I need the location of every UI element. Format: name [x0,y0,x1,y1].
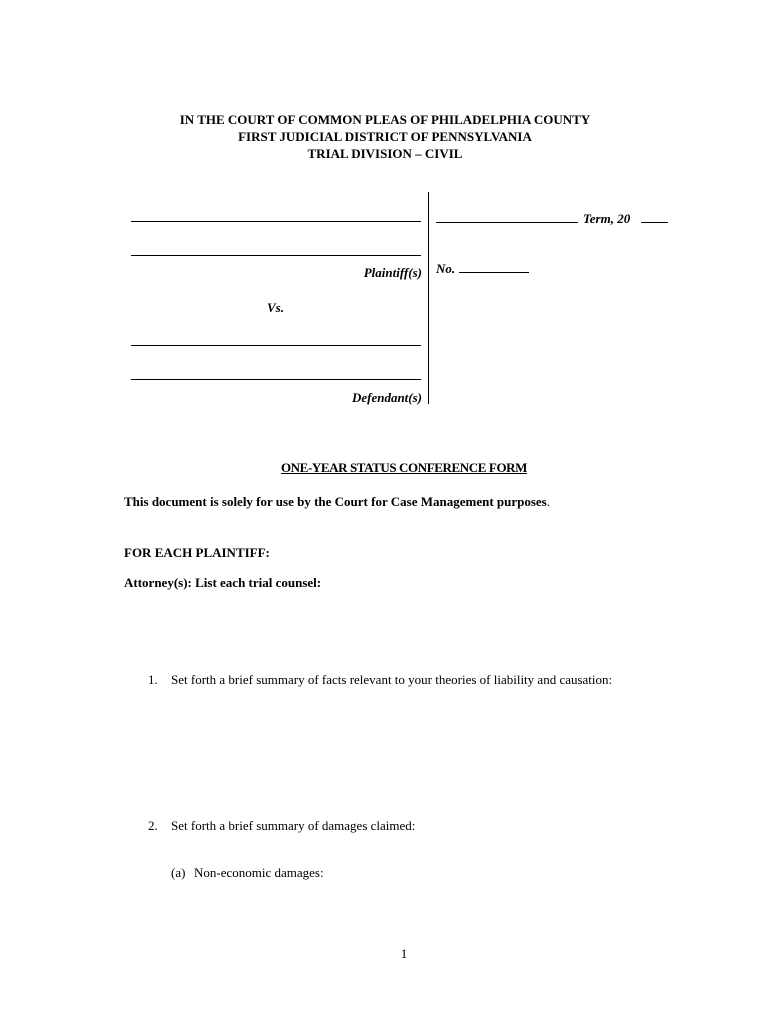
versus-label: Vs. [267,300,284,315]
question-2-number: 2. [148,818,158,833]
plaintiff-label: Plaintiff(s) [363,265,422,280]
court-name: IN THE COURT OF COMMON PLEAS OF PHILADELPHIA COUNTY [179,112,591,127]
plaintiff-name-line-2[interactable] [131,255,421,256]
term-year-blank[interactable] [641,222,668,223]
trial-division: TRIAL DIVISION – CIVIL [307,146,463,161]
defendant-name-line-2[interactable] [131,379,421,380]
question-2-text: Set forth a brief summary of damages claimed: [171,818,416,833]
attorney-prompt: Attorney(s): List each trial counsel: [124,575,322,590]
caption-divider [428,192,429,404]
question-1-text: Set forth a brief summary of facts relevant to your theories of liability and causation: [171,672,613,687]
sub-item-a-label: (a) [171,865,186,880]
case-number-blank[interactable] [459,272,529,273]
sub-item-a-text: Non-economic damages: [194,865,324,880]
defendant-name-line-1[interactable] [131,345,421,346]
defendant-label: Defendant(s) [351,390,422,405]
judicial-district: FIRST JUDICIAL DISTRICT OF PENNSYLVANIA [238,129,532,144]
page-number: 1 [400,946,408,961]
usage-notice-text: This document is solely for use by the Court for Case Management purposes [124,494,547,509]
term-label: Term, 20 [583,211,631,226]
usage-notice [124,494,550,510]
case-number-label: No. [436,261,456,276]
plaintiff-name-line-1[interactable] [131,221,421,222]
plaintiff-section-heading: FOR EACH PLAINTIFF: [124,545,270,560]
term-blank[interactable] [436,222,578,223]
question-1-number: 1. [148,672,158,687]
usage-notice-period: . [546,494,550,509]
form-title: ONE-YEAR STATUS CONFERENCE FORM [280,460,528,475]
